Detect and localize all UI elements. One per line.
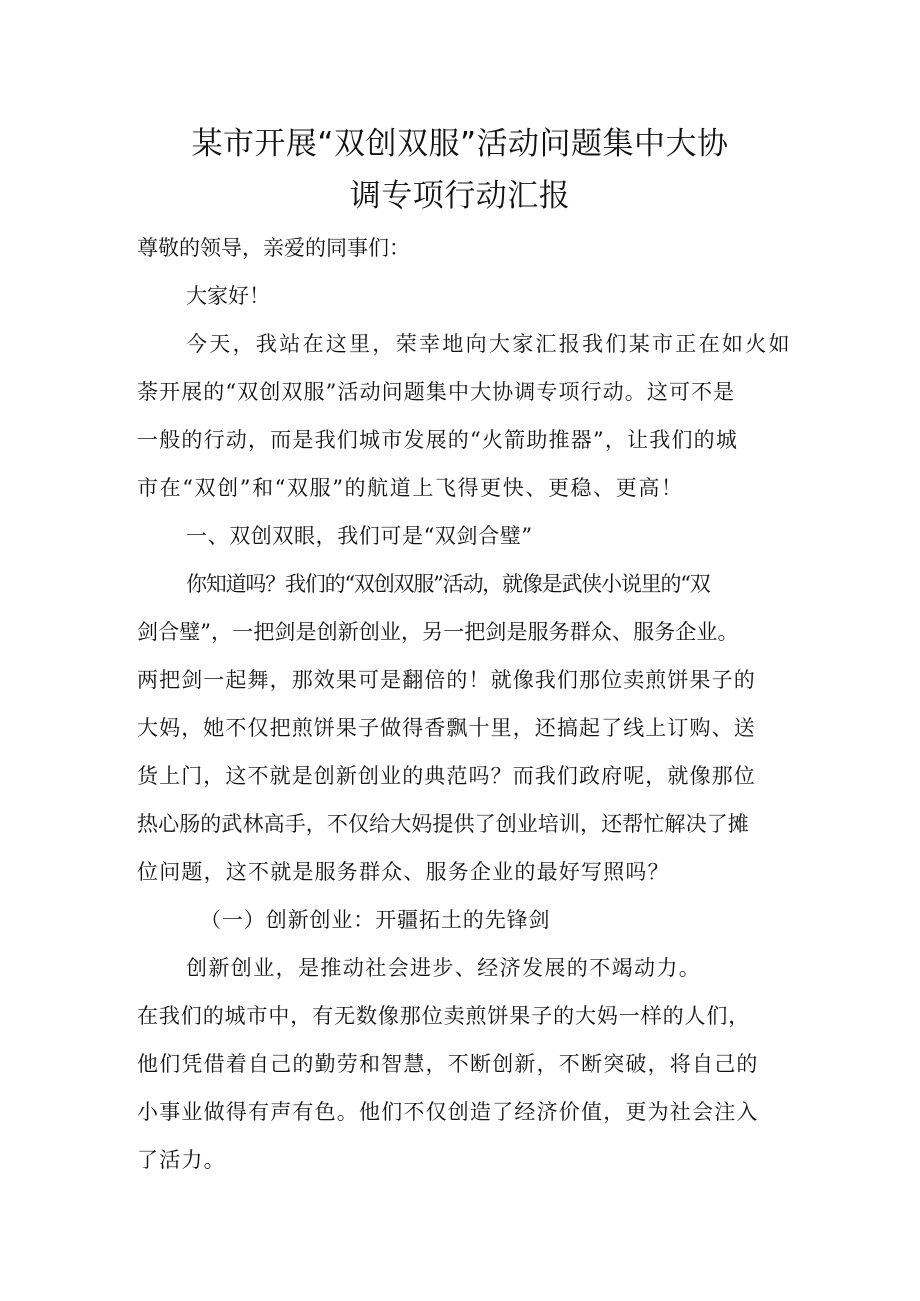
document-title-line-2: 调专项行动汇报: [349, 178, 571, 214]
salutation: 尊敬的领导，亲爱的同事们：: [137, 236, 410, 260]
paragraph-subsection1-line-5: 了活力。: [137, 1148, 226, 1172]
greeting: 大家好！: [186, 284, 270, 308]
paragraph-section1-line-4: 大妈，她不仅把煎饼果子做得香飘十里，还搞起了线上订购、送: [137, 716, 756, 740]
section-heading-1: 一、双创双眼，我们可是“双剑合璧”: [186, 524, 533, 548]
subsection-heading-1: （一）创新创业：开疆拓土的先锋剑: [200, 908, 551, 932]
paragraph-subsection1-line-2: 在我们的城市中，有无数像那位卖煎饼果子的大妈一样的人们，: [137, 1004, 751, 1028]
paragraph-intro-line-1: 今天，我站在这里，荣幸地向大家汇报我们某市正在如火如: [186, 332, 792, 356]
paragraph-intro-line-2: 荼开展的“双创双服”活动问题集中大协调专项行动。这可不是: [137, 380, 736, 404]
paragraph-subsection1-line-4: 小事业做得有声有色。他们不仅创造了经济价值，更为社会注入: [137, 1100, 759, 1124]
document-title-line-1: 某市开展“双创双服”活动问题集中大协: [191, 126, 729, 162]
paragraph-section1-line-5: 货上门，这不就是创新创业的典范吗？而我们政府呢，就像那位: [137, 764, 756, 788]
paragraph-section1-line-7: 位问题，这不就是服务群众、服务企业的最好写照吗？: [137, 860, 670, 884]
paragraph-intro-line-3: 一般的行动，而是我们城市发展的“火箭助推器”，让我们的城: [137, 428, 739, 452]
paragraph-section1-line-6: 热心肠的武林高手，不仅给大妈提供了创业培训，还帮忙解决了摊: [137, 812, 749, 836]
paragraph-section1-line-2: 剑合璧”，一把剑是创新创业，另一把剑是服务群众、服务企业。: [137, 620, 739, 644]
paragraph-section1-line-3: 两把剑一起舞，那效果可是翻倍的！就像我们那位卖煎饼果子的: [137, 668, 756, 692]
paragraph-subsection1-line-3: 他们凭借着自己的勤劳和智慧，不断创新，不断突破，将自己的: [137, 1052, 759, 1076]
paragraph-section1-line-1: 你知道吗？我们的“双创双服”活动，就像是武侠小说里的“双: [186, 572, 710, 596]
paragraph-intro-line-4: 市在“双创”和“双服”的航道上飞得更快、更稳、更高！: [137, 476, 684, 500]
paragraph-subsection1-line-1: 创新创业，是推动社会进步、经济发展的不竭动力。: [186, 956, 702, 980]
